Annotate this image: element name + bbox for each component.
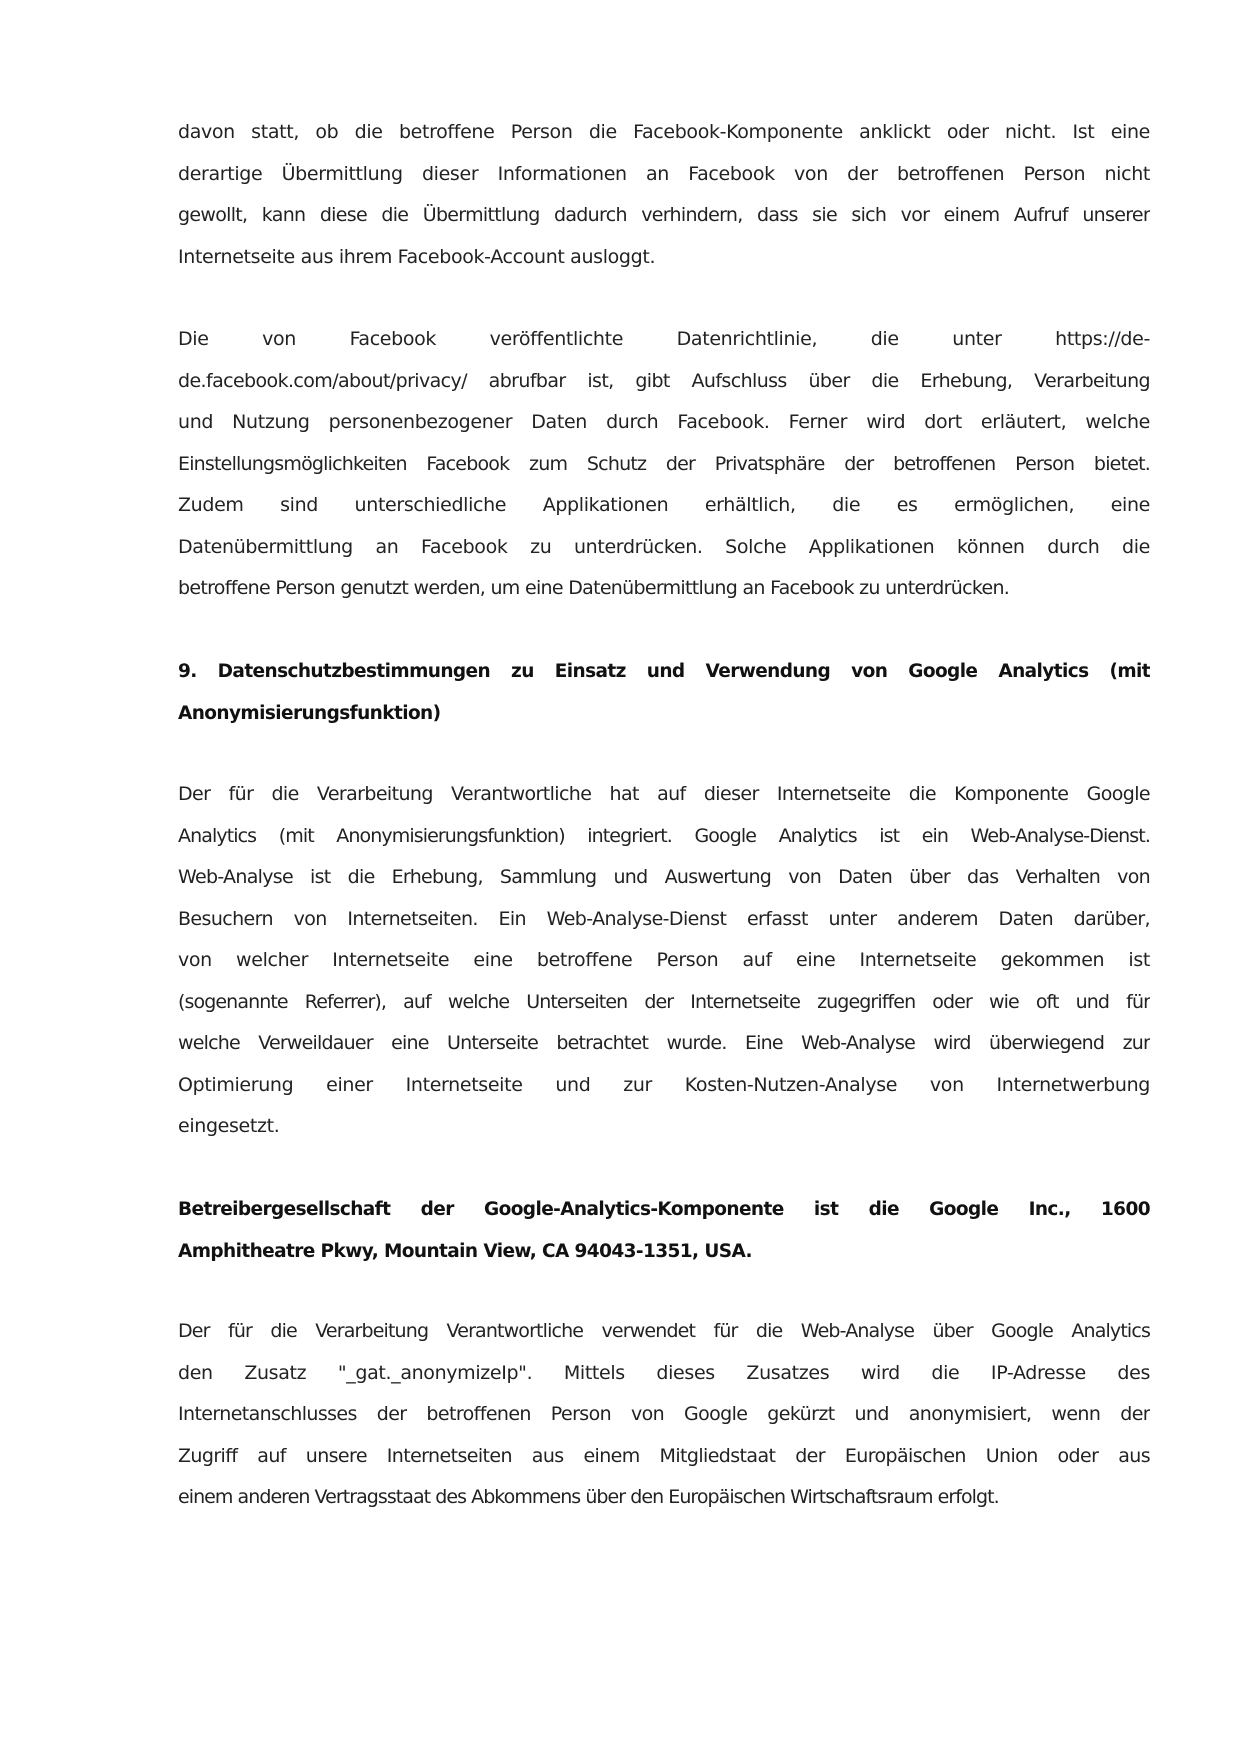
text-line: den Zusatz "_gat._anonymizeIp". Mittels dieses Zusatzes wird die IP-Adresse des [178,1361,1150,1384]
text-line: Internetseite aus ihrem Facebook-Account ausloggt. [178,245,656,268]
text-line: Die von Facebook veröffentlichte Datenrichtlinie, die unter https://de- [178,328,1150,350]
text-line: Analytics (mit Anonymisierungsfunktion) integriert. Google Analytics ist ein Web-Analyse-Dienst. [178,824,1150,847]
text-line: Besuchern von Internetseiten. Ein Web-Analyse-Dienst erfasst unter anderem Daten darüber, [178,907,1150,930]
heading-line: 9. Datenschutzbestimmungen zu Einsatz und Verwendung von Google Analytics (mit [178,661,1150,682]
text-line: betroffene Person genutzt werden, um eine Datenübermittlung an Facebook zu unterdrücken. [178,577,1010,599]
bold-text-line: Amphitheatre Pkwy, Mountain View, CA 94043-1351, USA. [178,1240,752,1262]
text-line: de.facebook.com/about/privacy/ abrufbar ist, gibt Aufschluss über die Erhebung, Verarbeitung [178,369,1150,392]
text-line: Der für die Verarbeitung Verantwortliche hat auf dieser Internetseite die Komponente Google [178,783,1150,805]
heading-line: Anonymisierungsfunktion) [178,702,441,724]
text-line: Zudem sind unterschiedliche Applikationen erhältlich, die es ermöglichen, eine [178,494,1150,516]
text-line: derartige Übermittlung dieser Informationen an Facebook von der betroffenen Person nicht [178,162,1150,185]
text-line: und Nutzung personenbezogener Daten durch Facebook. Ferner wird dort erläutert, welche [178,411,1150,433]
text-line: davon statt, ob die betroffene Person die Facebook-Komponente anklickt oder nicht. Ist eine [178,121,1150,143]
bold-text-line: Betreibergesellschaft der Google-Analytics-Komponente ist die Google Inc., 1600 [178,1199,1150,1220]
paragraph-facebook-data-policy [178,319,1150,610]
text-line: von welcher Internetseite eine betroffene Person auf eine Internetseite gekommen ist [178,949,1150,971]
paragraph-facebook-logout [178,112,1150,278]
section-heading [178,651,1150,734]
paragraph-google-analytics-intro [178,774,1150,1148]
text-line: Der für die Verarbeitung Verantwortliche verwendet für die Web-Analyse über Google Analytics [178,1320,1150,1342]
text-line: Optimierung einer Internetseite und zur Kosten-Nutzen-Analyse von Internetwerbung [178,1073,1150,1096]
text-line: einem anderen Vertragsstaat des Abkommens über den Europäischen Wirtschaftsraum erfolgt. [178,1486,999,1508]
text-line: Zugriff auf unsere Internetseiten aus einem Mitgliedstaat der Europäischen Union oder aus [178,1444,1150,1467]
paragraph-anonymize-ip [178,1311,1150,1519]
operator-statement [178,1189,1150,1272]
text-line: Internetanschlusses der betroffenen Person von Google gekürzt und anonymisiert, wenn der [178,1403,1150,1425]
text-line: welche Verweildauer eine Unterseite betrachtet wurde. Eine Web-Analyse wird überwiegend zur [178,1032,1150,1054]
text-line: eingesetzt. [178,1115,280,1137]
text-line: Einstellungsmöglichkeiten Facebook zum Schutz der Privatsphäre der betroffenen Person bietet. [178,452,1150,475]
text-line: Datenübermittlung an Facebook zu unterdrücken. Solche Applikationen können durch die [178,535,1150,558]
text-line: Web-Analyse ist die Erhebung, Sammlung und Auswertung von Daten über das Verhalten von [178,866,1150,888]
text-line: gewollt, kann diese die Übermittlung dadurch verhindern, dass sie sich vor einem Aufruf unserer [178,204,1150,226]
text-line: (sogenannte Referrer), auf welche Unterseiten der Internetseite zugegriffen oder wie oft und für [178,990,1150,1013]
